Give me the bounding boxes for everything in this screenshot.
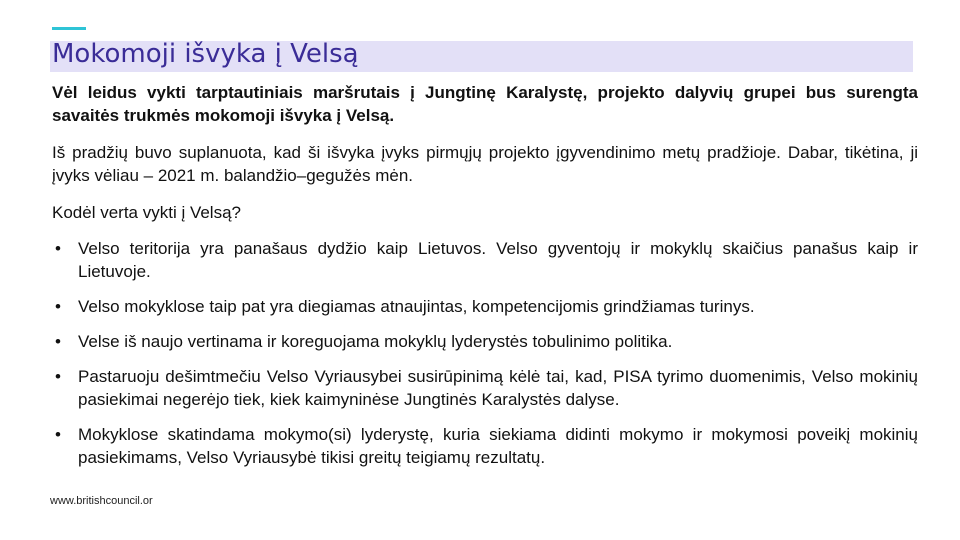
list-item xyxy=(52,365,918,411)
list-item-text: Velso mokyklose taip pat yra diegiamas atnaujintas, kompetencijomis grindžiamas turinys. xyxy=(78,297,755,316)
title-accent-bar xyxy=(52,27,86,30)
bullet-icon: • xyxy=(55,367,61,386)
intro-paragraph: Vėl leidus vykti tarptautiniais maršrutais į Jungtinę Karalystę, projekto dalyvių grupei bus surengta savaitės trukmės mokomoji išvyka į Velsą. xyxy=(52,83,918,125)
list-item xyxy=(52,330,918,353)
bullet-icon: • xyxy=(55,297,61,316)
slide-body xyxy=(52,81,918,481)
list-item xyxy=(52,295,918,318)
why-wales-heading: Kodėl verta vykti į Velsą? xyxy=(52,203,241,222)
list-item xyxy=(52,423,918,469)
slide-title: Mokomoji išvyka į Velsą xyxy=(52,39,359,69)
bullet-icon: • xyxy=(55,239,61,258)
list-item xyxy=(52,237,918,283)
reasons-list xyxy=(52,237,918,469)
list-item-text: Velso teritorija yra panašaus dydžio kaip Lietuvos. Velso gyventojų ir mokyklų skaičius panašus kaip ir Lietuvoje. xyxy=(78,239,918,281)
list-item-text: Mokyklose skatindama mokymo(si) lyderystę, kuria siekiama didinti mokymo ir mokymosi poveikį mokinių pasiekimams, Velso Vyriausybė tikisi greitų teigiamų rezultatų. xyxy=(78,425,918,467)
list-item-text: Velse iš naujo vertinama ir koreguojama mokyklų lyderystės tobulinimo politika. xyxy=(78,332,673,351)
bullet-icon: • xyxy=(55,332,61,351)
list-item-text: Pastaruoju dešimtmečiu Velso Vyriausybei susirūpinimą kėlė tai, kad, PISA tyrimo duomenimis, Velso mokinių pasiekimai negerėjo tiek, kiek kaimyninėse Jungtinės Karalystės dalyse. xyxy=(78,367,918,409)
footer-url[interactable]: www.britishcouncil.or xyxy=(50,495,153,507)
bullet-icon: • xyxy=(55,425,61,444)
schedule-paragraph: Iš pradžių buvo suplanuota, kad ši išvyka įvyks pirmųjų projekto įgyvendinimo metų pradžioje. Dabar, tikėtina, ji įvyks vėliau – 2021 m. balandžio–gegužės mėn. xyxy=(52,143,918,185)
